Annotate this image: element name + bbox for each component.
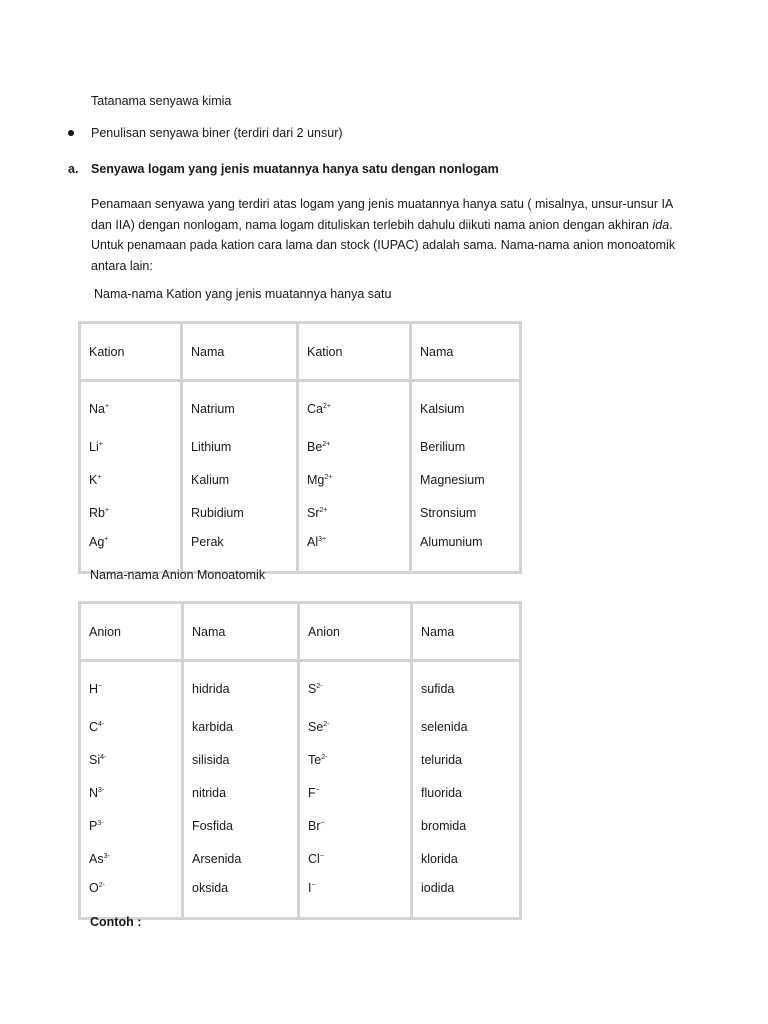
ion-name-cell: telurida (412, 743, 521, 776)
ion-name-cell: hidrida (183, 661, 299, 711)
ion-name-cell: Rubidium (182, 496, 298, 529)
ion-symbol-cell (80, 381, 182, 431)
ion-symbol: Ca (307, 402, 323, 416)
ion-charge: 2+ (322, 403, 331, 410)
ion-charge: − (320, 819, 325, 827)
ion-name-cell: nitrida (183, 776, 299, 809)
ion-name-cell: klorida (412, 842, 521, 875)
table-row (80, 463, 521, 496)
ion-symbol-cell (80, 743, 183, 776)
anion_table-header-cell: Anion (80, 603, 183, 661)
ion-symbol: Rb (89, 505, 105, 520)
anion_table-header-cell: Nama (412, 603, 521, 661)
ion-symbol-cell (80, 430, 182, 463)
ion-symbol: Na (89, 402, 105, 416)
ion-symbol-cell (80, 842, 183, 875)
ion-charge: 3+ (318, 536, 327, 543)
ion-charge: − (98, 683, 103, 690)
ion-symbol: H (89, 682, 99, 696)
table-row (80, 842, 521, 875)
ion-symbol: As (89, 851, 104, 866)
ion-symbol: P (89, 818, 98, 833)
ion-symbol-cell (80, 809, 183, 842)
ion-symbol-cell (299, 661, 412, 711)
ion-name-cell: Arsenida (183, 842, 299, 875)
paragraph-emphasis: ida (652, 217, 670, 232)
ion-name-cell: selenida (412, 710, 521, 743)
ion-name-cell: karbida (183, 710, 299, 743)
table-row (80, 710, 521, 743)
ion-symbol: C (89, 719, 99, 734)
ion-symbol: I (308, 881, 312, 895)
ion-symbol: Sr (307, 505, 320, 520)
example-label: Contoh : (90, 915, 142, 929)
table-row (80, 496, 521, 529)
ion-charge: 2- (316, 683, 323, 690)
ion-name-cell: Magnesium (411, 463, 521, 496)
ion-charge: − (319, 852, 324, 860)
ion-name-cell: sufida (412, 661, 521, 711)
ion-symbol-cell (80, 463, 182, 496)
ion-name-cell: Berilium (411, 430, 521, 463)
ion-name-cell: bromida (412, 809, 521, 842)
paragraph-part1: Penamaan senyawa yang terdiri atas logam yang jenis muatannya hanya satu ( misalnya, unsur-unsur IA dan IIA) dengan nonlogam, nama logam dituliskan terlebih dahulu diikuti nama anion dengan akhiran (91, 197, 673, 232)
ion-charge: + (104, 403, 110, 410)
ion-symbol: Al (307, 535, 319, 549)
bullet-text: Penulisan senyawa biner (terdiri dari 2 unsur) (91, 126, 343, 140)
cation-table (78, 321, 522, 574)
ion-charge: + (98, 440, 103, 448)
document-title: Tatanama senyawa kimia (91, 94, 232, 108)
ion-charge: 2+ (324, 473, 333, 481)
ion-symbol-cell (299, 743, 412, 776)
ion-symbol: Br (308, 818, 321, 833)
ion-name-cell: Stronsium (411, 496, 521, 529)
ion-symbol: Cl (308, 851, 320, 866)
cation-table-caption: Nama-nama Kation yang jenis muatannya hanya satu (94, 287, 392, 301)
table-row (80, 381, 521, 431)
ion-symbol: K (89, 472, 98, 487)
ion-charge: 2+ (319, 506, 328, 514)
cation_table-header-cell: Nama (411, 323, 521, 381)
ion-symbol-cell (299, 776, 412, 809)
ion-symbol-cell (80, 529, 182, 573)
section-a-marker: a. (68, 162, 79, 176)
table-row (80, 743, 521, 776)
ion-symbol: Li (89, 439, 99, 454)
ion-symbol-cell (298, 430, 411, 463)
description-paragraph (91, 194, 691, 276)
ion-name-cell: Lithium (182, 430, 298, 463)
ion-charge: 2- (98, 882, 105, 889)
table-row (80, 875, 521, 919)
paragraph-part2: . Untuk penamaan pada kation cara lama dan stock (IUPAC) adalah sama. Nama-nama anion monoatomik antara lain: (91, 217, 676, 273)
cation_table-header-cell: Kation (80, 323, 182, 381)
ion-name-cell: Alumunium (411, 529, 521, 573)
table-row (80, 430, 521, 463)
ion-charge: + (97, 473, 102, 481)
ion-symbol: Se (308, 719, 324, 734)
ion-name-cell: Kalsium (411, 381, 521, 431)
ion-symbol-cell (298, 529, 411, 573)
ion-symbol: Si (89, 752, 101, 767)
cation-table-body (80, 381, 521, 573)
ion-symbol: O (89, 881, 99, 895)
ion-name-cell: Fosfida (183, 809, 299, 842)
ion-symbol: Ag (89, 535, 105, 549)
ion-charge: 2- (323, 720, 330, 728)
ion-charge: 4- (98, 720, 105, 728)
ion-symbol-cell (299, 875, 412, 919)
ion-symbol-cell (80, 776, 183, 809)
bullet-dot-icon (68, 130, 74, 136)
cation-table-header-row (80, 323, 521, 381)
ion-symbol-cell (298, 463, 411, 496)
ion-charge: 2- (321, 753, 328, 761)
ion-charge: + (104, 536, 109, 543)
ion-symbol-cell (299, 842, 412, 875)
ion-symbol-cell (80, 661, 183, 711)
anion-table-body (80, 661, 521, 919)
anion-table-header-row (80, 603, 521, 661)
cation_table-header-cell: Kation (298, 323, 411, 381)
anion_table-header-cell: Anion (299, 603, 412, 661)
ion-charge: − (315, 786, 320, 794)
table-row (80, 529, 521, 573)
ion-charge: 3- (98, 786, 105, 794)
ion-name-cell: silisida (183, 743, 299, 776)
ion-charge: + (104, 506, 110, 514)
ion-name-cell: Perak (182, 529, 298, 573)
ion-symbol: F (308, 785, 316, 800)
table-row (80, 661, 521, 711)
ion-symbol: Mg (307, 472, 325, 487)
anion_table-header-cell: Nama (183, 603, 299, 661)
ion-symbol-cell (80, 875, 183, 919)
cation_table-header-cell: Nama (182, 323, 298, 381)
section-a-heading: Senyawa logam yang jenis muatannya hanya satu dengan nonlogam (91, 162, 499, 176)
anion-table-caption: Nama-nama Anion Monoatomik (90, 568, 266, 582)
ion-symbol: N (89, 785, 99, 800)
ion-symbol: S (308, 682, 317, 696)
ion-symbol: Te (308, 752, 322, 767)
ion-symbol: Be (307, 439, 323, 454)
ion-symbol-cell (298, 496, 411, 529)
ion-symbol-cell (299, 809, 412, 842)
ion-charge: − (311, 882, 316, 889)
ion-symbol-cell (80, 710, 183, 743)
ion-charge: 4- (100, 753, 107, 761)
ion-name-cell: fluorida (412, 776, 521, 809)
ion-charge: 3- (103, 852, 110, 860)
ion-name-cell: Kalium (182, 463, 298, 496)
ion-name-cell: oksida (183, 875, 299, 919)
ion-symbol-cell (80, 496, 182, 529)
ion-symbol-cell (298, 381, 411, 431)
anion-table (78, 601, 522, 920)
table-row (80, 809, 521, 842)
ion-name-cell: Natrium (182, 381, 298, 431)
ion-name-cell: iodida (412, 875, 521, 919)
ion-charge: 2+ (322, 440, 331, 448)
table-row (80, 776, 521, 809)
ion-charge: 3- (97, 819, 104, 827)
ion-symbol-cell (299, 710, 412, 743)
